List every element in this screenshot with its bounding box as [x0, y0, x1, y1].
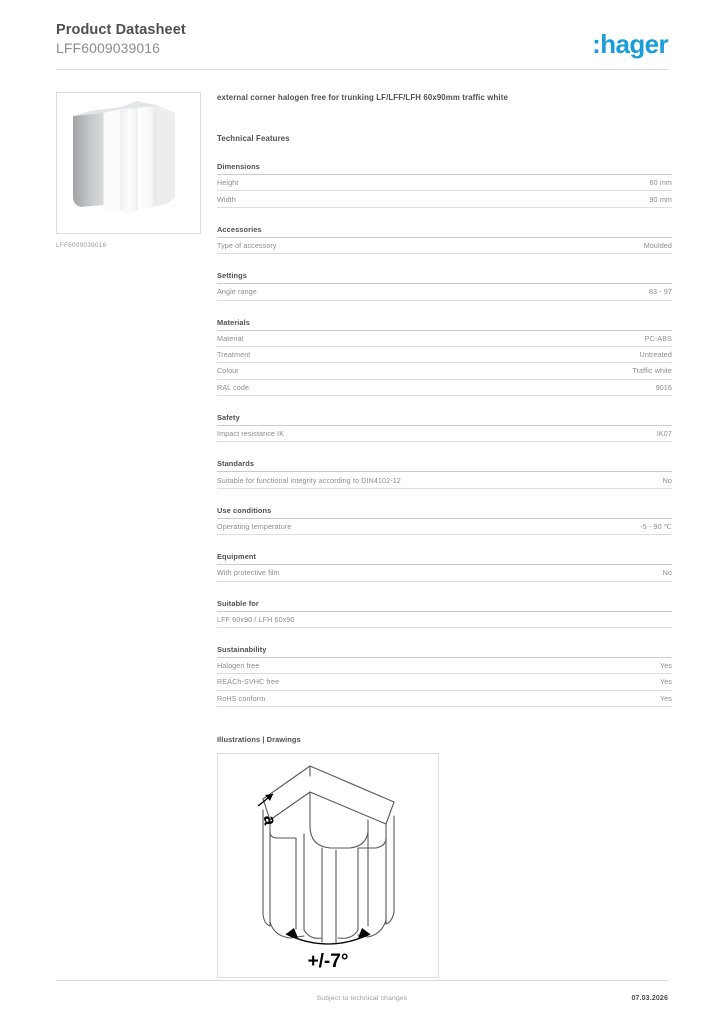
corner-technical-drawing	[218, 754, 438, 977]
page-header	[56, 22, 668, 70]
spec-value: PC-ABS	[644, 333, 672, 343]
spec-row	[217, 191, 672, 207]
product-description: external corner halogen free for trunking LF/LFF/LFH 60x90mm traffic white	[217, 93, 508, 102]
spec-label: REACh-SVHC free	[217, 677, 280, 687]
page-footer	[56, 995, 668, 1009]
spec-group	[217, 599, 672, 628]
product-photo-caption: LFF6009039016	[56, 242, 107, 249]
spec-row	[217, 331, 672, 347]
spec-label: Suitable for functional integrity according to DIN4102-12	[217, 475, 401, 485]
hager-logo	[592, 30, 668, 58]
illustrations-heading: Illustrations | Drawings	[217, 735, 301, 744]
angle-tolerance-label: +/-7°	[307, 951, 349, 972]
spec-row	[217, 426, 672, 442]
spec-group-title: Sustainability	[217, 645, 672, 658]
spec-value: Yes	[659, 693, 672, 703]
spec-row	[217, 380, 672, 396]
spec-label: With protective film	[217, 568, 280, 578]
spec-value: Traffic white	[632, 366, 672, 376]
spec-group	[217, 271, 672, 300]
spec-row	[217, 519, 672, 535]
spec-group-title: Standards	[217, 459, 672, 472]
spec-value: No	[662, 568, 672, 578]
logo-colon-icon: :	[592, 29, 601, 59]
spec-value: Yes	[659, 677, 672, 687]
spec-row	[217, 565, 672, 581]
footer-note: Subject to technical changes	[316, 995, 408, 1002]
illustration-drawing	[217, 753, 439, 978]
technical-features-heading: Technical Features	[217, 134, 290, 143]
spec-value: 60 mm	[649, 178, 672, 188]
spec-group-title: Settings	[217, 271, 672, 284]
spec-value: 90 mm	[649, 194, 672, 204]
spec-group	[217, 506, 672, 535]
dimension-a-label: a	[260, 814, 280, 826]
spec-label: RoHS conform	[217, 693, 266, 703]
footer-date: 07.03.2026	[631, 995, 668, 1002]
spec-label: Material	[217, 333, 244, 343]
spec-value: IK07	[656, 429, 672, 439]
product-photo	[56, 92, 201, 234]
header-titles	[56, 22, 186, 57]
spec-row	[217, 472, 672, 488]
spec-group	[217, 225, 672, 254]
spec-label: LFF 60x90 / LFH 60x90	[217, 614, 295, 624]
spec-row	[217, 363, 672, 379]
spec-row	[217, 347, 672, 363]
spec-group	[217, 645, 672, 707]
spec-label: Impact resistance IK	[217, 429, 285, 439]
spec-group-title: Safety	[217, 413, 672, 426]
spec-row	[217, 612, 672, 628]
spec-label: Halogen free	[217, 661, 260, 671]
spec-value: Moulded	[643, 240, 672, 250]
spec-groups	[217, 162, 672, 707]
spec-value: No	[662, 475, 672, 485]
spec-row	[217, 238, 672, 254]
spec-group-title: Use conditions	[217, 506, 672, 519]
spec-value: -5 - 90 ℃	[640, 521, 672, 531]
spec-label: Operating temperature	[217, 521, 292, 531]
spec-group	[217, 552, 672, 581]
spec-group-title: Materials	[217, 318, 672, 331]
spec-label: RAL code	[217, 382, 250, 392]
spec-group-title: Accessories	[217, 225, 672, 238]
spec-label: Colour	[217, 366, 239, 376]
spec-group	[217, 459, 672, 488]
product-media	[56, 92, 201, 249]
spec-group	[217, 318, 672, 397]
footer-divider	[56, 980, 668, 981]
header-divider	[56, 69, 668, 70]
spec-row	[217, 284, 672, 300]
product-photo-graphic	[57, 93, 200, 233]
spec-group-title: Equipment	[217, 552, 672, 565]
product-reference: LFF6009039016	[56, 40, 161, 56]
spec-label: Height	[217, 178, 239, 188]
spec-label: Type of accessory	[217, 240, 277, 250]
spec-value: 83 - 97	[648, 287, 672, 297]
spec-label: Angle range	[217, 287, 257, 297]
specifications-column	[217, 92, 672, 978]
spec-row	[217, 658, 672, 674]
spec-group	[217, 162, 672, 208]
spec-value: Untreated	[639, 350, 672, 360]
spec-label: Treatment	[217, 350, 251, 360]
spec-label: Width	[217, 194, 236, 204]
page-title: Product Datasheet	[56, 22, 186, 38]
spec-value: 9016	[655, 382, 672, 392]
spec-group-title: Suitable for	[217, 599, 672, 612]
logo-text: hager	[600, 29, 668, 59]
spec-row	[217, 674, 672, 690]
spec-group-title: Dimensions	[217, 162, 672, 175]
spec-group	[217, 413, 672, 442]
spec-value: Yes	[659, 661, 672, 671]
spec-row	[217, 691, 672, 707]
spec-row	[217, 175, 672, 191]
